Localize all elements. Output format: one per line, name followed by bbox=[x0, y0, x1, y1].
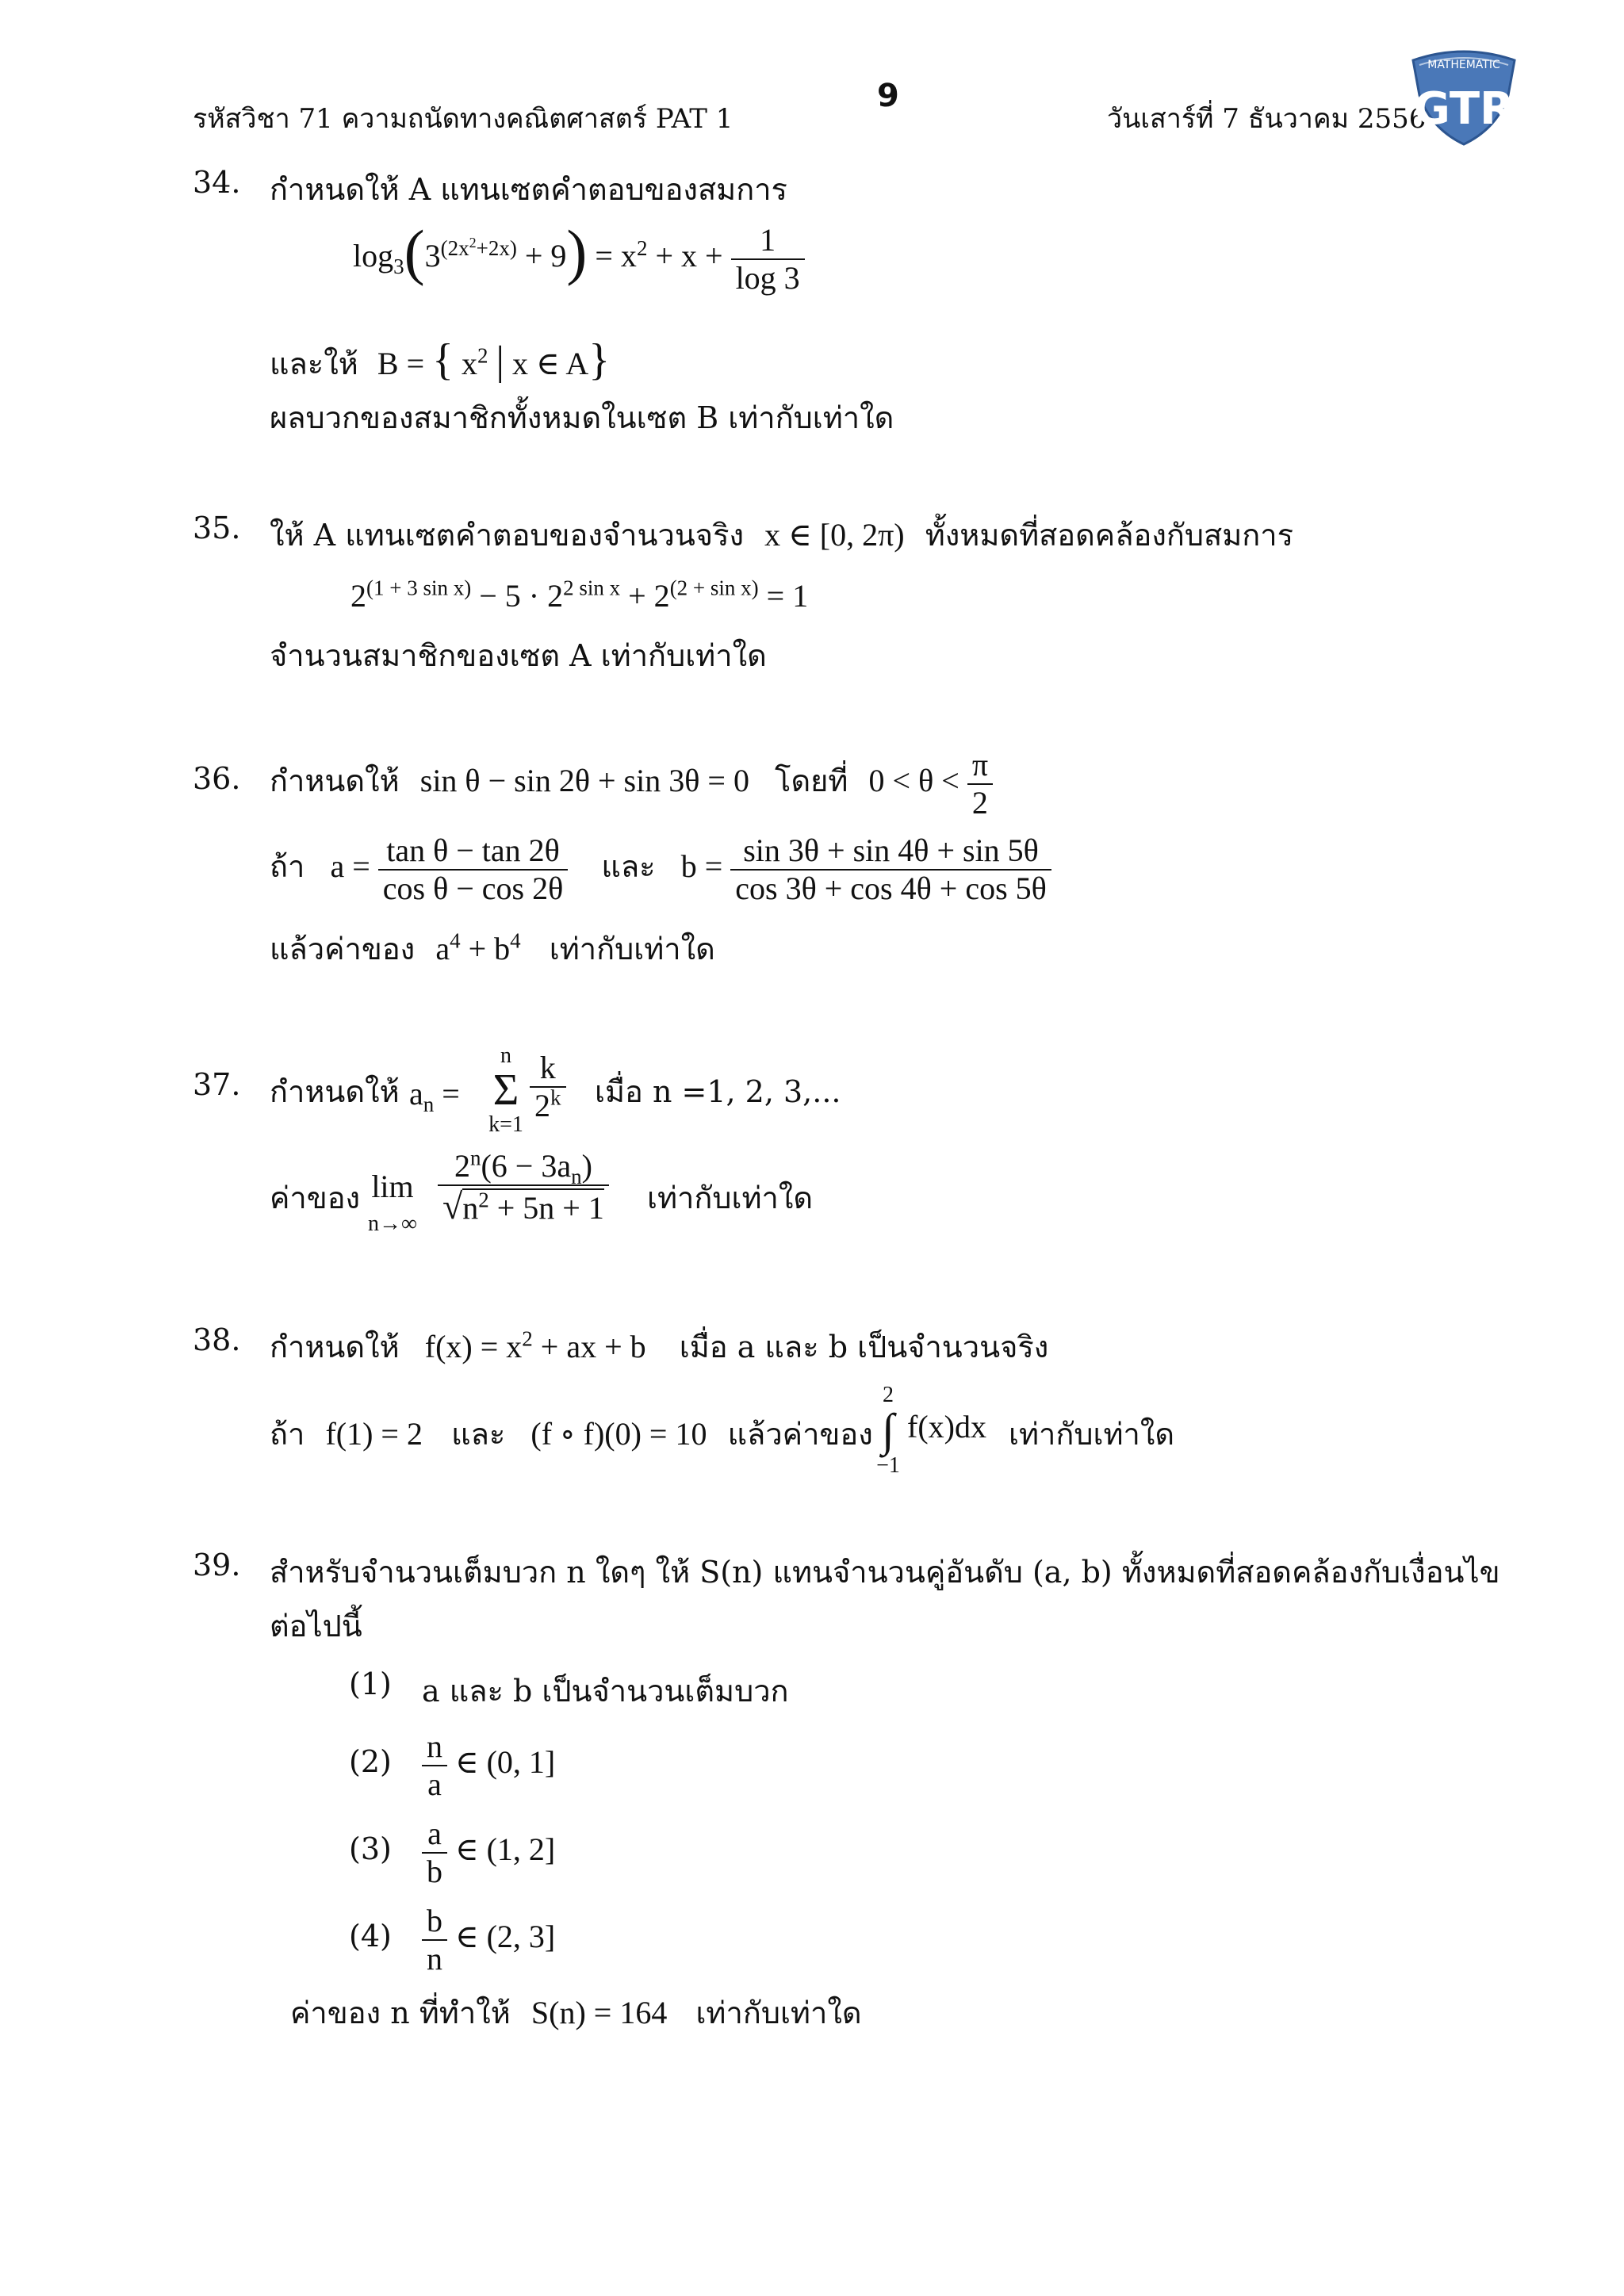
logo-text: MATHEMATIC bbox=[1427, 59, 1500, 71]
q37-line1b: เมื่อ n =1, 2, 3,... bbox=[595, 1074, 841, 1109]
q34-line2: และให้ B = { $x^2$ | x ∈ A} bbox=[270, 335, 611, 385]
q37-line1a: กำหนดให้ bbox=[270, 1074, 400, 1109]
logo-letters: GTR bbox=[1413, 83, 1515, 135]
q34-number: 34. bbox=[193, 165, 241, 200]
page-number: 9 bbox=[877, 78, 899, 114]
header-date: วันเสาร์ที่ 7 ธันวาคม 2556 bbox=[1107, 103, 1427, 135]
q37-number: 37. bbox=[193, 1067, 241, 1102]
header-subject: รหัสวิชา 71 ความถนัดทางคณิตศาสตร์ PAT 1 bbox=[193, 103, 733, 135]
q38-integrand: f(x)dx bbox=[907, 1409, 986, 1445]
q39-cond3-label: (3) bbox=[349, 1831, 392, 1866]
q37-sum: n Σ k=1 bbox=[488, 1043, 523, 1137]
q35-line2: จำนวนสมาชิกของเซต A เท่ากับเท่าใด bbox=[270, 638, 767, 673]
q35-line1: ให้ A แทนเซตคำตอบของจำนวนจริง x ∈ [0, 2π) ทั้งหมดที่สอดคล้องกับสมการ bbox=[270, 517, 1294, 553]
q37-line2b: เท่ากับเท่าใด bbox=[647, 1181, 814, 1215]
q37-lim: lim n→∞ bbox=[368, 1169, 417, 1236]
q36-line2: ถ้า a = $\frac{\text{tan θ − tan 2θ}}{\text{cos θ − cos 2θ}}$ และ b = $\frac{\sin 3\theta + \sin 4\theta + \sin 5\theta}{\cos 3\theta + \cos 4\theta + \cos 5\theta}$ bbox=[270, 832, 1051, 907]
q39-line2: ต่อไปนี้ bbox=[270, 1609, 362, 1644]
q35-equation: $2^{(1 + 3 sin x)} - 5 \cdot 2^{2 sin x} + 2^{(2 + sin x)} = 1$ bbox=[350, 576, 809, 614]
q37-an: $a_n$ = bbox=[409, 1076, 460, 1116]
q39-last: ค่าของ n ที่ทำให้ S(n) = 164 เท่ากับเท่าใด bbox=[290, 1995, 862, 2030]
q38-line2d: เท่ากับเท่าใด bbox=[1009, 1417, 1175, 1452]
q37-limit-frac: $\frac{2^n(6 - 3a_n)}{√n^2 + 5n + 1}$ bbox=[438, 1148, 609, 1228]
q39-cond1-label: (1) bbox=[349, 1667, 392, 1701]
q38-line1: กำหนดให้ $f(x) = x^2$ + ax + b เมื่อ a และ b เป็นจำนวนจริง bbox=[270, 1326, 1049, 1364]
q37-frac: $\frac{k}{2^k}$ bbox=[530, 1050, 566, 1124]
q38-integral: 2 ∫ −1 bbox=[876, 1383, 900, 1478]
q39-line1: สำหรับจำนวนเต็มบวก n ใดๆ ให้ S(n) แทนจำนวนคู่อันดับ (a, b) ทั้งหมดที่สอดคล้องกับเงื่อนไข bbox=[270, 1555, 1500, 1590]
q37-line2a: ค่าของ bbox=[270, 1181, 361, 1215]
q38-line2: ถ้า f(1) = 2 และ (f ∘ f)(0) = 10 แล้วค่าของ bbox=[270, 1416, 873, 1452]
q34-line3: ผลบวกของสมาชิกทั้งหมดในเซต B เท่ากับเท่าใด bbox=[270, 400, 894, 435]
q36-number: 36. bbox=[193, 761, 241, 796]
q34-equation: $\log_3(3^{(2x^2+2x)} + 9) = x^2 + x$ + $\frac{1}{\log 3}$ bbox=[353, 222, 805, 297]
q36-line1: กำหนดให้ sin θ − sin 2θ + sin 3θ = 0 โดยที่ 0 < θ < $\frac{\pi}{2}$ bbox=[270, 747, 993, 821]
q35-number: 35. bbox=[193, 511, 241, 545]
q39-cond2-label: (2) bbox=[349, 1744, 392, 1779]
mathematic-logo bbox=[1408, 46, 1519, 147]
q39-cond3-math: $\frac{a}{b}$ ∈ (1, 2] bbox=[422, 1816, 555, 1890]
q39-cond4-math: $\frac{b}{n}$ ∈ (2, 3] bbox=[422, 1903, 555, 1977]
q38-number: 38. bbox=[193, 1322, 241, 1357]
q39-number: 39. bbox=[193, 1548, 241, 1582]
q39-cond2-math: $\frac{n}{a}$ ∈ (0, 1] bbox=[422, 1728, 555, 1803]
q36-line3: แล้วค่าของ $a^4 + b^4$ เท่ากับเท่าใด bbox=[270, 928, 715, 966]
q34-line1: กำหนดให้ A แทนเซตคำตอบของสมการ bbox=[270, 172, 787, 207]
q39-cond4-label: (4) bbox=[349, 1919, 392, 1954]
q39-cond1-text: a และ b เป็นจำนวนเต็มบวก bbox=[422, 1674, 789, 1709]
